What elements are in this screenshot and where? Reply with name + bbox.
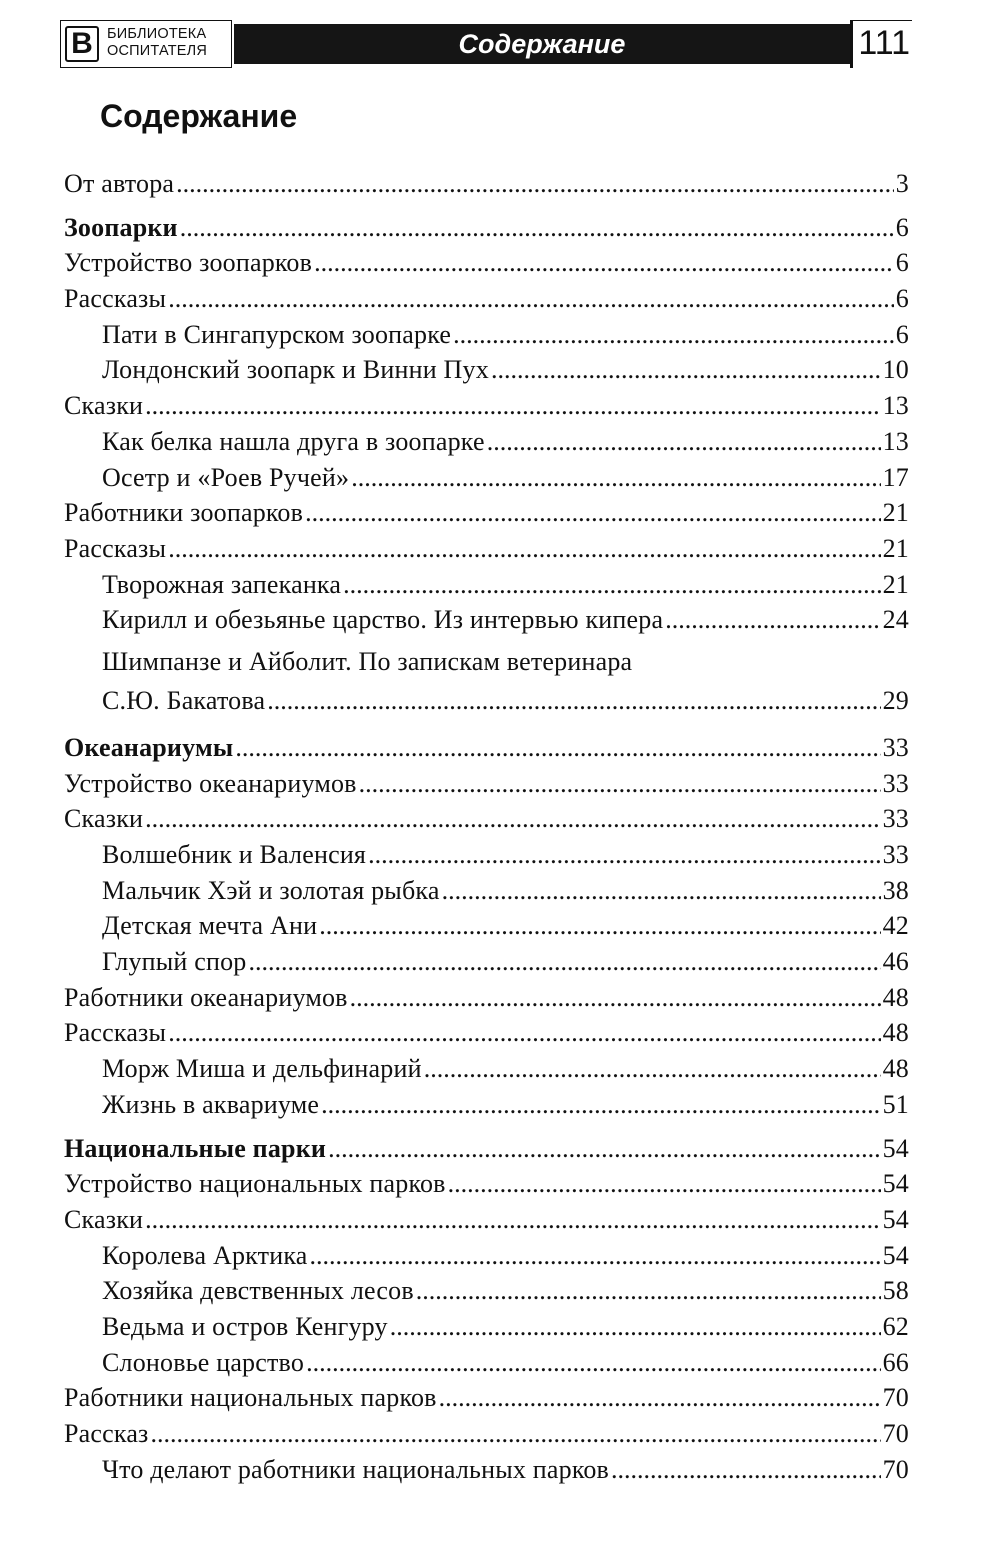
toc-entry-page: 21 (882, 569, 909, 599)
toc-entry-label: Морж Миша и дельфинарий (102, 1054, 422, 1084)
series-logo (60, 20, 232, 68)
toc-entry-page: 54 (882, 1169, 909, 1199)
toc-leader-dots (453, 317, 894, 353)
toc-subentry[interactable] (64, 944, 909, 980)
toc-leader-dots (168, 1015, 880, 1051)
toc-subentry[interactable] (64, 1087, 909, 1123)
toc-entry[interactable] (64, 245, 909, 281)
running-section-title: Содержание (234, 24, 850, 64)
toc-entry-page: 62 (882, 1311, 909, 1341)
toc-entry[interactable] (64, 1380, 909, 1416)
toc-entry-label: Работники зоопарков (64, 498, 304, 528)
toc-subentry[interactable] (64, 352, 909, 388)
running-header (60, 20, 912, 68)
toc-entry-label: Работники национальных парков (64, 1383, 437, 1413)
toc-entry-label: Жизнь в аквариуме (102, 1089, 320, 1119)
toc-entry-label: От автора (64, 169, 175, 198)
logo-letter-badge: В (65, 26, 99, 62)
toc-entry-page: 21 (882, 533, 909, 563)
toc-entry-label: Что делают работники национальных парков (102, 1454, 610, 1484)
toc-leader-dots (235, 730, 880, 766)
toc-entry-label: Сказки (64, 804, 144, 834)
toc-subentry[interactable] (64, 460, 909, 496)
toc-entry-page: 54 (882, 1240, 909, 1270)
toc-entry[interactable] (64, 1166, 909, 1202)
toc-leader-dots (319, 908, 880, 944)
toc-leader-dots (168, 281, 894, 317)
toc-entry[interactable] (64, 495, 909, 531)
toc-leader-dots (267, 680, 880, 722)
toc-entry-page: 6 (895, 284, 909, 314)
toc-leader-dots (145, 801, 880, 837)
page-title: Содержание (100, 98, 298, 134)
toc-entry[interactable] (64, 766, 909, 802)
toc-entry-page: 29 (882, 685, 909, 715)
toc-entry-label: Ведьма и остров Кенгуру (102, 1311, 388, 1341)
toc-leader-dots (321, 1087, 880, 1123)
toc-entry-label: Рассказ (64, 1419, 149, 1448)
toc-entry[interactable] (64, 281, 909, 317)
toc-leader-dots (448, 1166, 881, 1202)
toc-entry-label: Сказки (64, 391, 144, 421)
toc-subentry[interactable] (64, 908, 909, 944)
toc-entry-page: 70 (882, 1383, 909, 1413)
toc-leader-dots (145, 1202, 880, 1238)
toc-entry-label: Устройство национальных парков (64, 1169, 446, 1199)
toc-entry-page: 6 (895, 319, 909, 349)
toc-subentry[interactable] (64, 567, 909, 603)
toc-entry-page: 33 (882, 768, 909, 798)
toc-entry[interactable] (64, 388, 909, 424)
toc-leader-dots (351, 460, 880, 496)
toc-entry-page: 10 (882, 355, 909, 385)
table-of-contents (64, 166, 909, 1487)
toc-entry-page: 70 (882, 1454, 909, 1484)
toc-leader-dots (424, 1051, 881, 1087)
toc-entry[interactable] (64, 980, 909, 1016)
toc-entry-label: Устройство зоопарков (64, 248, 313, 278)
toc-entry-label: Работники океанариумов (64, 982, 348, 1012)
toc-entry-page: 17 (882, 462, 909, 492)
toc-subentry-multiline[interactable] (64, 644, 909, 722)
toc-entry-page: 66 (882, 1347, 909, 1377)
toc-entry-label: Осетр и «Роев Ручей» (102, 462, 350, 492)
toc-subentry[interactable] (64, 1345, 909, 1381)
toc-entry-page: 13 (882, 391, 909, 421)
toc-entry-label-line-1: Шимпанзе и Айболит. По запискам ветеринара (102, 646, 633, 676)
toc-subentry[interactable] (64, 837, 909, 873)
logo-line-2: ОСПИТАТЕЛЯ (107, 43, 208, 59)
toc-subentry[interactable] (64, 1452, 909, 1488)
toc-leader-dots (249, 944, 881, 980)
toc-entry-page: 38 (882, 875, 909, 905)
toc-leader-dots (491, 352, 881, 388)
toc-subentry[interactable] (64, 424, 909, 460)
toc-entry-page: 48 (882, 1054, 909, 1084)
toc-leader-dots (665, 602, 880, 638)
toc-entry[interactable] (64, 1416, 909, 1452)
toc-entry-page: 58 (882, 1276, 909, 1306)
toc-leader-dots (416, 1273, 881, 1309)
toc-entry-label: Королева Арктика (102, 1240, 308, 1270)
toc-entry-page: 3 (895, 169, 909, 198)
toc-entry-label: Пати в Сингапурском зоопарке (102, 319, 452, 349)
toc-subentry[interactable] (64, 1309, 909, 1345)
page-number: 111 (850, 20, 912, 68)
toc-section-heading[interactable] (64, 730, 909, 766)
toc-entry-page: 54 (882, 1133, 909, 1163)
toc-entry-label: Мальчик Хэй и золотая рыбка (102, 875, 440, 905)
toc-leader-dots (305, 495, 881, 531)
toc-entry-label: Кирилл и обезьянье царство. Из интервью кипера (102, 605, 664, 635)
toc-entry-label: Рассказы (64, 533, 167, 563)
toc-leader-dots (180, 210, 894, 246)
toc-entry[interactable] (64, 801, 909, 837)
toc-entry-page: 42 (882, 911, 909, 941)
toc-entry-page: 13 (882, 426, 909, 456)
toc-entry[interactable] (64, 1015, 909, 1051)
toc-leader-dots (611, 1452, 881, 1488)
toc-entry-page: 54 (882, 1204, 909, 1234)
toc-leader-dots (328, 1131, 881, 1167)
toc-leader-dots (176, 166, 894, 202)
logo-text (107, 26, 207, 60)
toc-entry-label: Лондонский зоопарк и Винни Пух (102, 355, 489, 385)
toc-leader-dots (314, 245, 894, 281)
toc-entry[interactable] (64, 1202, 909, 1238)
toc-entry-page: 46 (882, 947, 909, 977)
toc-leader-dots (168, 531, 880, 567)
toc-entry-page: 6 (895, 248, 909, 278)
toc-entry-page: 6 (895, 212, 909, 242)
toc-entry-page: 33 (882, 840, 909, 869)
toc-entry-label: Рассказы (64, 284, 167, 314)
toc-entry-label: Глупый спор (102, 947, 247, 977)
toc-entry-page: 24 (882, 605, 909, 635)
toc-leader-dots (442, 873, 881, 909)
toc-section-heading[interactable] (64, 1131, 909, 1167)
toc-entry-page: 48 (882, 1018, 909, 1048)
toc-entry-label: Творожная запеканка (102, 569, 342, 599)
toc-leader-dots (390, 1309, 881, 1345)
toc-leader-dots (439, 1380, 881, 1416)
toc-subentry[interactable] (64, 317, 909, 353)
logo-line-1: БИБЛИОТЕКА (107, 26, 207, 42)
toc-entry-label: Зоопарки (64, 212, 178, 242)
toc-leader-dots (310, 1238, 881, 1274)
toc-subentry[interactable] (64, 1051, 909, 1087)
toc-entry-page: 21 (882, 498, 909, 528)
toc-leader-dots (343, 567, 880, 603)
toc-entry-label: Океанариумы (64, 732, 234, 762)
toc-entry-label: Национальные парки (64, 1133, 327, 1163)
toc-subentry[interactable] (64, 602, 909, 638)
toc-leader-dots (487, 424, 881, 460)
toc-entry-label: Устройство океанариумов (64, 768, 357, 798)
toc-entry-label: Сказки (64, 1204, 144, 1234)
toc-leader-dots (306, 1345, 881, 1381)
toc-leader-dots (368, 837, 881, 873)
toc-entry-label: Слоновье царство (102, 1347, 305, 1377)
toc-section-heading[interactable] (64, 210, 909, 246)
toc-subentry[interactable] (64, 1273, 909, 1309)
toc-subentry[interactable] (64, 873, 909, 909)
toc-entry-label: Детская мечта Ани (102, 911, 318, 941)
toc-leader-dots (350, 980, 881, 1016)
toc-entry-label: Хозяйка девственных лесов (102, 1276, 414, 1306)
toc-entry-page: 33 (882, 804, 909, 834)
toc-leader-dots (151, 1416, 881, 1452)
toc-entry-label: Как белка нашла друга в зоопарке (102, 426, 485, 456)
toc-entry[interactable] (64, 531, 909, 567)
toc-entry-page: 48 (882, 982, 909, 1012)
toc-subentry[interactable] (64, 1238, 909, 1274)
toc-entry-label: Волшебник и Валенсия (102, 840, 367, 869)
toc-leader-dots (145, 388, 880, 424)
toc-entry-label-line-2: С.Ю. Бакатова (102, 685, 266, 715)
toc-leader-dots (359, 766, 881, 802)
toc-entry[interactable] (64, 166, 909, 202)
toc-entry-page: 33 (882, 732, 909, 762)
toc-entry-page: 70 (882, 1419, 909, 1448)
toc-entry-page: 51 (882, 1089, 909, 1119)
toc-entry-label: Рассказы (64, 1018, 167, 1048)
